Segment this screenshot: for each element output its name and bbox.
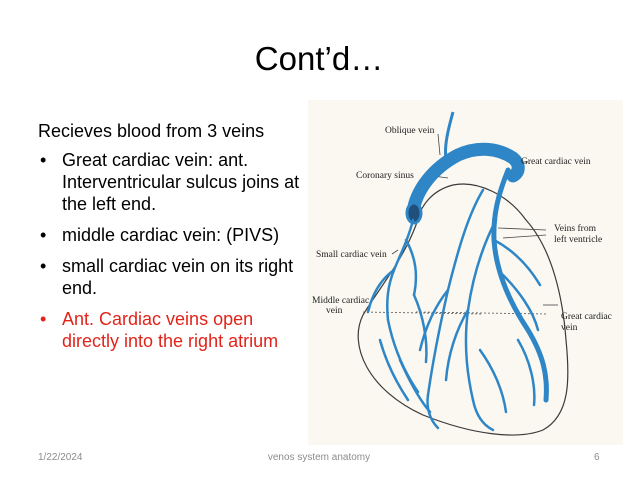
label-oblique-vein: Oblique vein bbox=[385, 126, 435, 136]
bullet-item bbox=[38, 255, 300, 299]
leader-small bbox=[392, 250, 398, 254]
heart-outline bbox=[358, 184, 568, 435]
label-great-cardiac-vein-top: Great cardiac vein bbox=[521, 157, 591, 167]
leader-veins-lv bbox=[498, 228, 546, 230]
label-middle-cardiac-1: Middle cardiac bbox=[312, 296, 370, 306]
left-ventricle-branches bbox=[420, 190, 540, 430]
footer-title: venos system anatomy bbox=[267, 452, 371, 463]
label-great-cardiac-1: Great cardiac bbox=[561, 312, 612, 322]
heart-vein-diagram bbox=[308, 100, 623, 445]
bullet-marker: • bbox=[40, 256, 47, 276]
intro-text: Recieves blood from 3 veins bbox=[38, 121, 265, 141]
bullet-text: Great cardiac vein: ant. Interventricular sulcus joins at the left end. bbox=[62, 150, 300, 214]
bullet-item-highlight bbox=[38, 308, 300, 352]
label-middle-cardiac-2: vein bbox=[326, 306, 343, 316]
label-coronary-sinus: Coronary sinus bbox=[356, 171, 414, 181]
heart-vein-illustration bbox=[308, 100, 623, 445]
bullet-marker: • bbox=[40, 225, 47, 245]
bullet-marker: • bbox=[40, 150, 47, 170]
footer-page-number: 6 bbox=[594, 452, 600, 463]
bullet-text: middle cardiac vein: (PIVS) bbox=[62, 225, 280, 245]
label-veins-from-1: Veins from bbox=[554, 224, 596, 234]
leader-veins-lv-2 bbox=[503, 235, 546, 238]
great-cardiac-vein-vessel bbox=[494, 170, 547, 400]
footer-date: 1/22/2024 bbox=[38, 452, 83, 463]
bullet-text: small cardiac vein on its right end. bbox=[62, 256, 294, 298]
label-veins-from-2: left ventricle bbox=[554, 235, 603, 245]
right-side-branches bbox=[368, 220, 430, 412]
slide-title: Cont’d… bbox=[254, 40, 384, 77]
leader-oblique bbox=[438, 134, 440, 155]
label-small-cardiac-vein: Small cardiac vein bbox=[316, 250, 387, 260]
label-great-cardiac-2: vein bbox=[561, 323, 578, 333]
bullet-list bbox=[38, 149, 300, 361]
bullet-text: Ant. Cardiac veins open directly into the right atrium bbox=[62, 309, 279, 351]
bullet-item bbox=[38, 224, 300, 246]
bullet-marker: • bbox=[40, 309, 47, 329]
bullet-item bbox=[38, 149, 300, 215]
